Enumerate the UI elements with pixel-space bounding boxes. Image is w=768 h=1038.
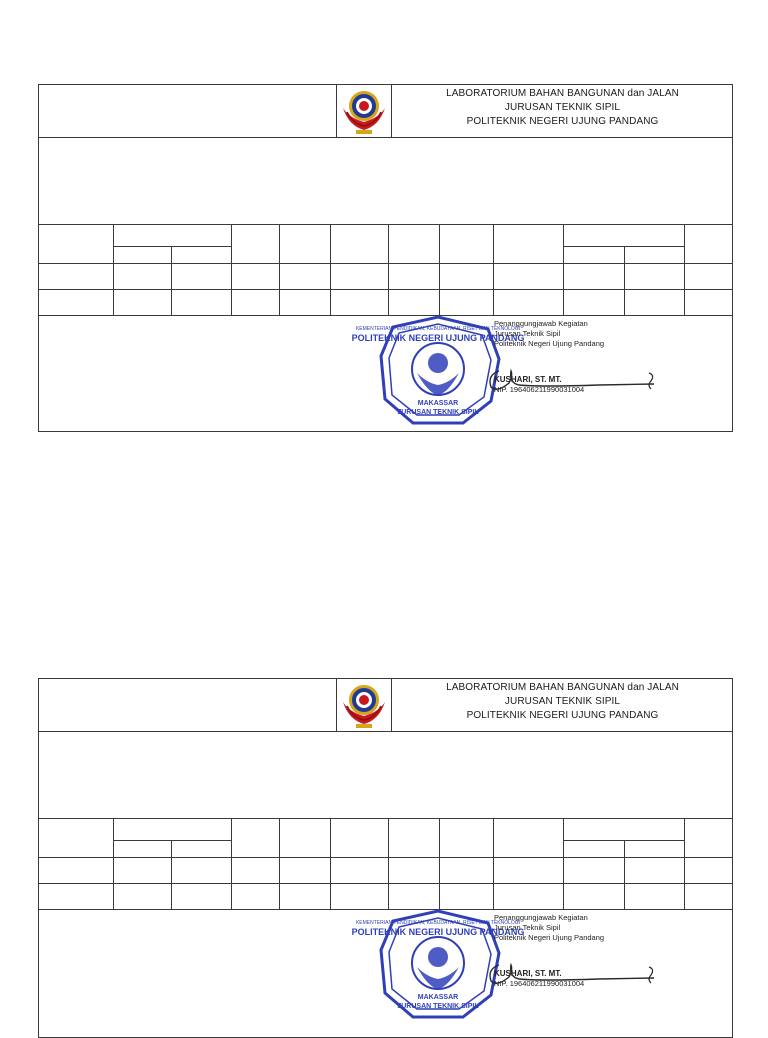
signatory-department: Jurusan Teknik Sipil: [494, 329, 561, 338]
signatory-name: KUSHARI, ST. MT.: [494, 375, 562, 384]
header-line-institution: POLITEKNIK NEGERI UJUNG PANDANG: [466, 116, 659, 127]
stamp-ministry-text: KEMENTERIAN PENDIDIKAN, KEBUDAYAAN, RISET DAN TEKNOLOGI: [355, 920, 521, 926]
signatory-nip: NIP. 196406211990031004: [494, 385, 585, 394]
header-line-lab: LABORATORIUM BAHAN BANGUNAN dan JALAN: [446, 88, 679, 99]
stamp-city-text: MAKASSAR: [417, 400, 459, 407]
signatory-department: Jurusan Teknik Sipil: [494, 923, 561, 932]
header-line-department: JURUSAN TEKNIK SIPIL: [504, 102, 621, 113]
handwritten-signature-icon: [479, 365, 659, 395]
header-line-department: JURUSAN TEKNIK SIPIL: [504, 696, 621, 707]
form-sheet-1: [38, 84, 733, 432]
signatory-role: Penanggungjawab Kegiatan: [494, 913, 588, 922]
header-title-block: [391, 681, 734, 723]
sheet-header: [39, 679, 732, 732]
institution-logo-cell: [336, 679, 392, 731]
signatory-name: KUSHARI, ST. MT.: [494, 969, 562, 978]
stamp-department-text: JURUSAN TEKNIK SIPIL: [397, 409, 479, 416]
sheet-header: [39, 85, 732, 138]
form-sheet-2: [38, 678, 733, 1038]
signatory-role: Penanggungjawab Kegiatan: [494, 319, 588, 328]
signatory-nip: NIP. 196406211990031004: [494, 979, 585, 988]
institution-logo-icon: [339, 86, 389, 136]
stamp-institution-text: POLITEKNIK NEGERI UJUNG PANDANG: [351, 927, 525, 937]
header-line-lab: LABORATORIUM BAHAN BANGUNAN dan JALAN: [446, 682, 679, 693]
header-title-block: [391, 87, 734, 129]
stamp-department-text: JURUSAN TEKNIK SIPIL: [397, 1003, 479, 1010]
signatory-institution: Politeknik Negeri Ujung Pandang: [494, 933, 605, 942]
stamp-city-text: MAKASSAR: [417, 994, 459, 1001]
stamp-ministry-text: KEMENTERIAN PENDIDIKAN, KEBUDAYAAN, RISET DAN TEKNOLOGI: [355, 326, 521, 332]
handwritten-signature-icon: [479, 959, 659, 989]
institution-logo-cell: [336, 85, 392, 137]
signatory-institution: Politeknik Negeri Ujung Pandang: [494, 339, 605, 348]
header-line-institution: POLITEKNIK NEGERI UJUNG PANDANG: [466, 710, 659, 721]
institution-logo-icon: [339, 680, 389, 730]
stamp-institution-text: POLITEKNIK NEGERI UJUNG PANDANG: [351, 333, 525, 343]
